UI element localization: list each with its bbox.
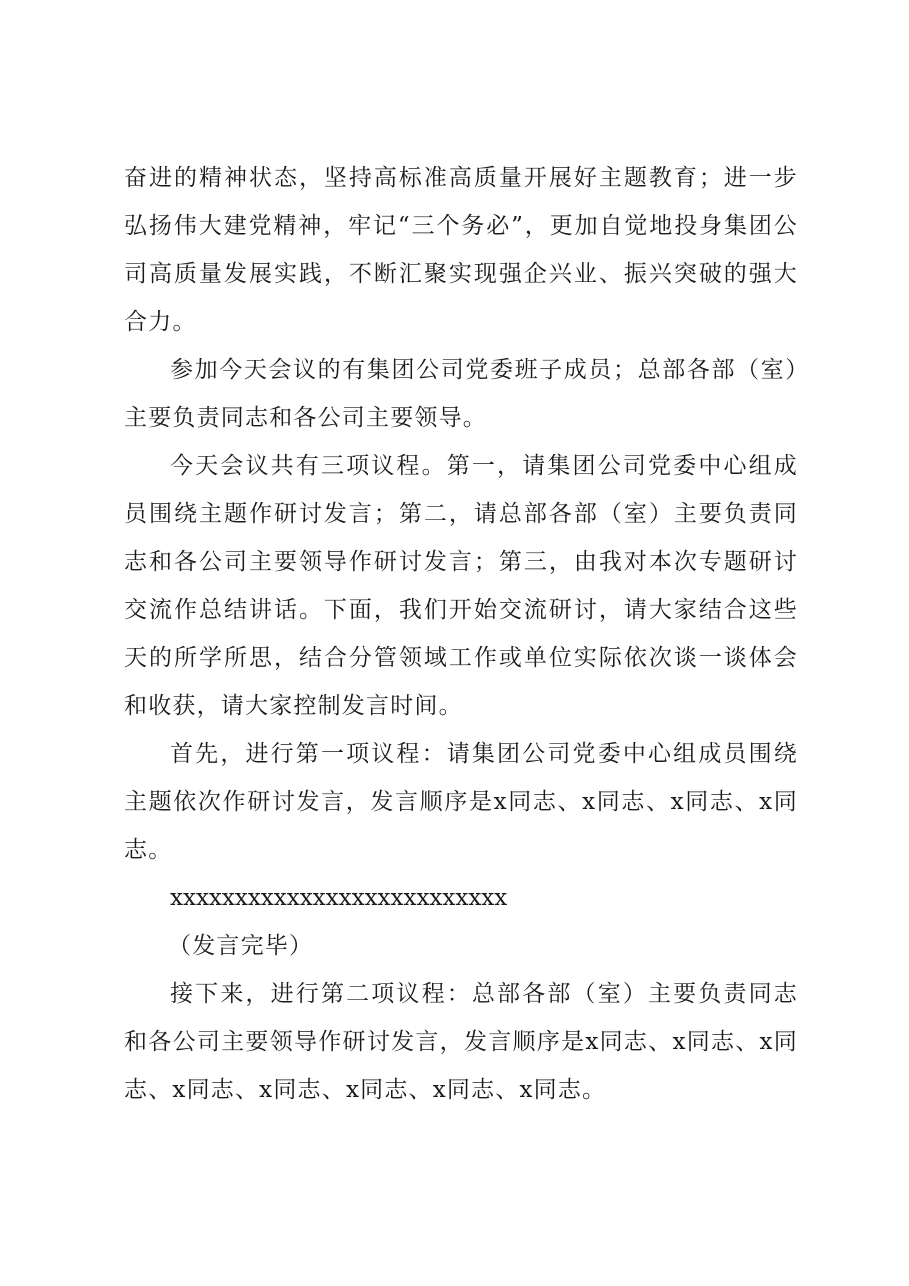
paragraph-attendees: 参加今天会议的有集团公司党委班子成员；总部各部（室）主要负责同志和各公司主要领导。 xyxy=(124,357,798,431)
paragraph-first-item: 首先，进行第一项议程：请集团公司党委中心组成员围绕主题依次作研讨发言，发言顺序是x同志、x同志、x同志、x同志。 xyxy=(124,741,798,863)
document-page xyxy=(124,154,798,1114)
paragraph-continuation: 奋进的精神状态，坚持高标准高质量开展好主题教育；进一步弘扬伟大建党精神，牢记“三个务必”，更加自觉地投身集团公司高质量发展实践，不断汇聚实现强企兴业、振兴突破的强大合力。 xyxy=(124,165,798,335)
paragraph-speech-end-note: （发言完毕） xyxy=(168,933,314,959)
paragraph-second-item: 接下来，进行第二项议程：总部各部（室）主要负责同志和各公司主要领导作研讨发言，发言顺序是x同志、x同志、x同志、x同志、x同志、x同志、x同志、x同志。 xyxy=(124,981,798,1103)
paragraph-agenda: 今天会议共有三项议程。第一，请集团公司党委中心组成员围绕主题作研讨发言；第二，请总部各部（室）主要负责同志和各公司主要领导作研讨发言；第三，由我对本次专题研讨交流作总结讲话。下面，我们开始交流研讨，请大家结合这些天的所学所思，结合分管领域工作或单位实际依次谈一谈体会和收获，请大家控制发言时间。 xyxy=(124,453,798,719)
paragraph-placeholder: xxxxxxxxxxxxxxxxxxxxxxxxxx xyxy=(170,885,508,911)
